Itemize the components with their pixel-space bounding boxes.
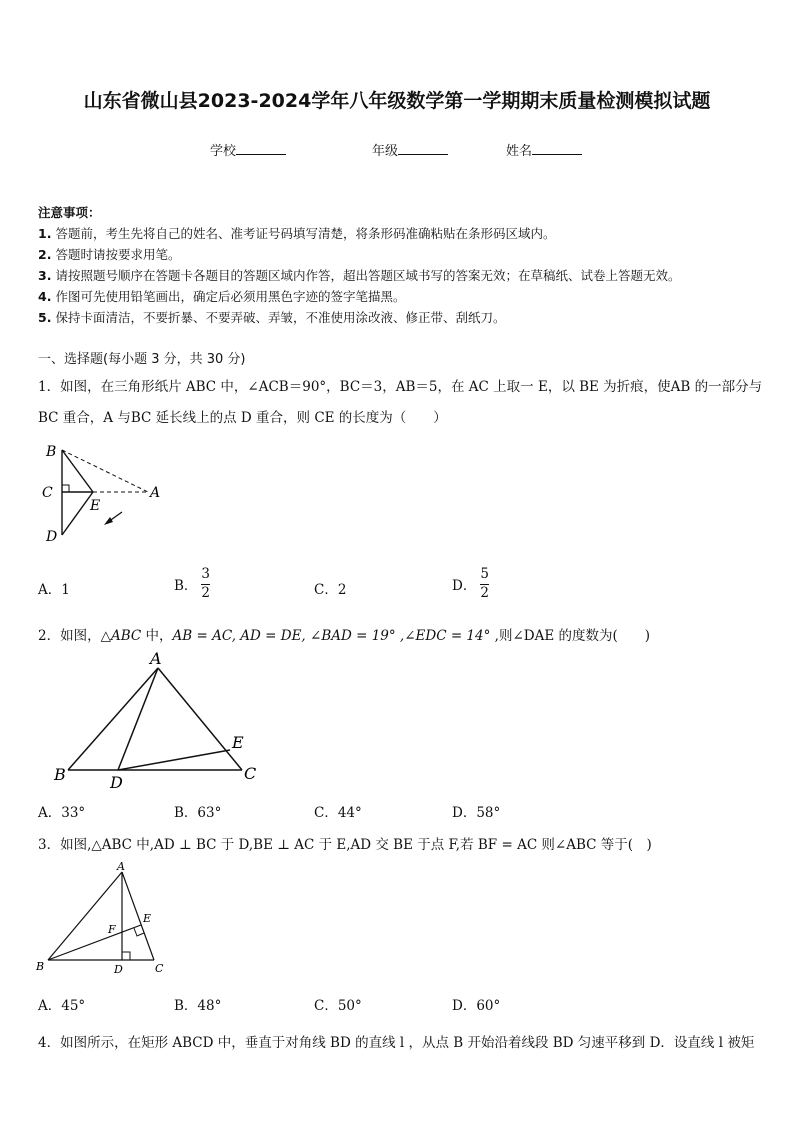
q3-option-c[interactable]: C．50° xyxy=(314,998,362,1014)
q2-option-b[interactable]: B．63° xyxy=(174,805,222,821)
q1-label-e: E xyxy=(90,498,101,514)
q3-option-d[interactable]: D．60° xyxy=(452,998,501,1014)
grade-blank[interactable] xyxy=(398,142,448,155)
q3-label-b: B xyxy=(36,960,45,973)
q1-label-b: B xyxy=(46,444,57,460)
note-item: 2. 答题时请按要求用笔。 xyxy=(38,247,181,262)
q2-label-d: D xyxy=(110,773,123,790)
grade-label: 年级 xyxy=(372,144,399,159)
note-item: 1. 答题前，考生先将自己的姓名、准考证号码填写清楚，将条形码准确粘贴在条形码区域内。 xyxy=(38,226,556,241)
grade-field xyxy=(372,140,448,159)
q2-option-c[interactable]: C．44° xyxy=(314,805,362,821)
q1-label-a: A xyxy=(150,485,161,501)
q2-label-b: B xyxy=(54,765,66,784)
name-blank[interactable] xyxy=(532,142,582,155)
q2-text: 2．如图，△ABC 中，AB = AC, AD = DE, ∠BAD = 19° ,∠EDC = 14° ,则∠DAE 的度数为( ) xyxy=(38,628,651,644)
q3-label-c: C xyxy=(155,962,164,975)
note-item: 4. 作图可先使用铅笔画出，确定后必须用黑色字迹的签字笔描黑。 xyxy=(38,289,406,304)
q1-label-c: C xyxy=(42,485,53,501)
q1-label-d: D xyxy=(46,529,58,545)
school-label: 学校 xyxy=(210,144,237,159)
page-title: 山东省微山县2023-2024学年八年级数学第一学期期末质量检测模拟试题 xyxy=(83,90,711,112)
q2-figure xyxy=(50,648,270,790)
q2-label-a: A xyxy=(150,649,162,668)
school-blank[interactable] xyxy=(236,142,286,155)
q1-option-a[interactable]: A．1 xyxy=(38,582,70,598)
q3-label-f: F xyxy=(108,923,116,936)
q2-label-c: C xyxy=(244,764,257,783)
notes-heading: 注意事项： xyxy=(38,205,101,220)
q3-label-e: E xyxy=(143,912,152,925)
q3-option-b[interactable]: B．48° xyxy=(174,998,222,1014)
section-heading: 一、选择题(每小题 3 分，共 30 分) xyxy=(38,352,246,367)
q3-figure xyxy=(34,858,174,980)
q3-option-a[interactable]: A．45° xyxy=(38,998,86,1014)
q3-text: 3．如图,△ABC 中,AD ⊥ BC 于 D,BE ⊥ AC 于 E,AD 交 BE 于点 F,若 BF = AC 则∠ABC 等于( ) xyxy=(38,837,652,853)
q2-option-d[interactable]: D．58° xyxy=(452,805,501,821)
q2-option-a[interactable]: A．33° xyxy=(38,805,86,821)
q1-option-c[interactable]: C．2 xyxy=(314,582,347,598)
q4-text: 4．如图所示，在矩形 ABCD 中，垂直于对角线 BD 的直线 l ，从点 B 开始沿着线段 BD 匀速平移到 D．设直线 l 被矩 xyxy=(38,1035,755,1051)
q1-option-d[interactable]: D． $\frac{5}{2}$ xyxy=(452,566,489,601)
q3-label-d: D xyxy=(114,963,123,976)
q3-label-a: A xyxy=(117,860,125,873)
q1-option-b[interactable]: B． $\frac{3}{2}$ xyxy=(174,566,211,601)
q1-text-line2: BC 重合，A 与BC 延长线上的点 D 重合，则 CE 的长度为（ ） xyxy=(38,410,447,426)
q1-figure xyxy=(38,440,178,548)
q2-label-e: E xyxy=(232,733,244,752)
note-item: 5. 保持卡面清洁，不要折暴、不要弄破、弄皱，不准使用涂改液、修正带、刮纸刀。 xyxy=(38,310,506,325)
name-label: 姓名 xyxy=(506,144,533,159)
name-field xyxy=(506,140,582,159)
school-field xyxy=(210,140,286,159)
q1-text-line1: 1．如图，在三角形纸片 ABC 中，∠ACB＝90°，BC＝3，AB＝5，在 AC 上取一 E，以 BE 为折痕，使AB 的一部分与 xyxy=(38,379,763,395)
note-item: 3. 请按照题号顺序在答题卡各题目的答题区域内作答，超出答题区域书写的答案无效；在草稿纸、试卷上答题无效。 xyxy=(38,268,681,283)
